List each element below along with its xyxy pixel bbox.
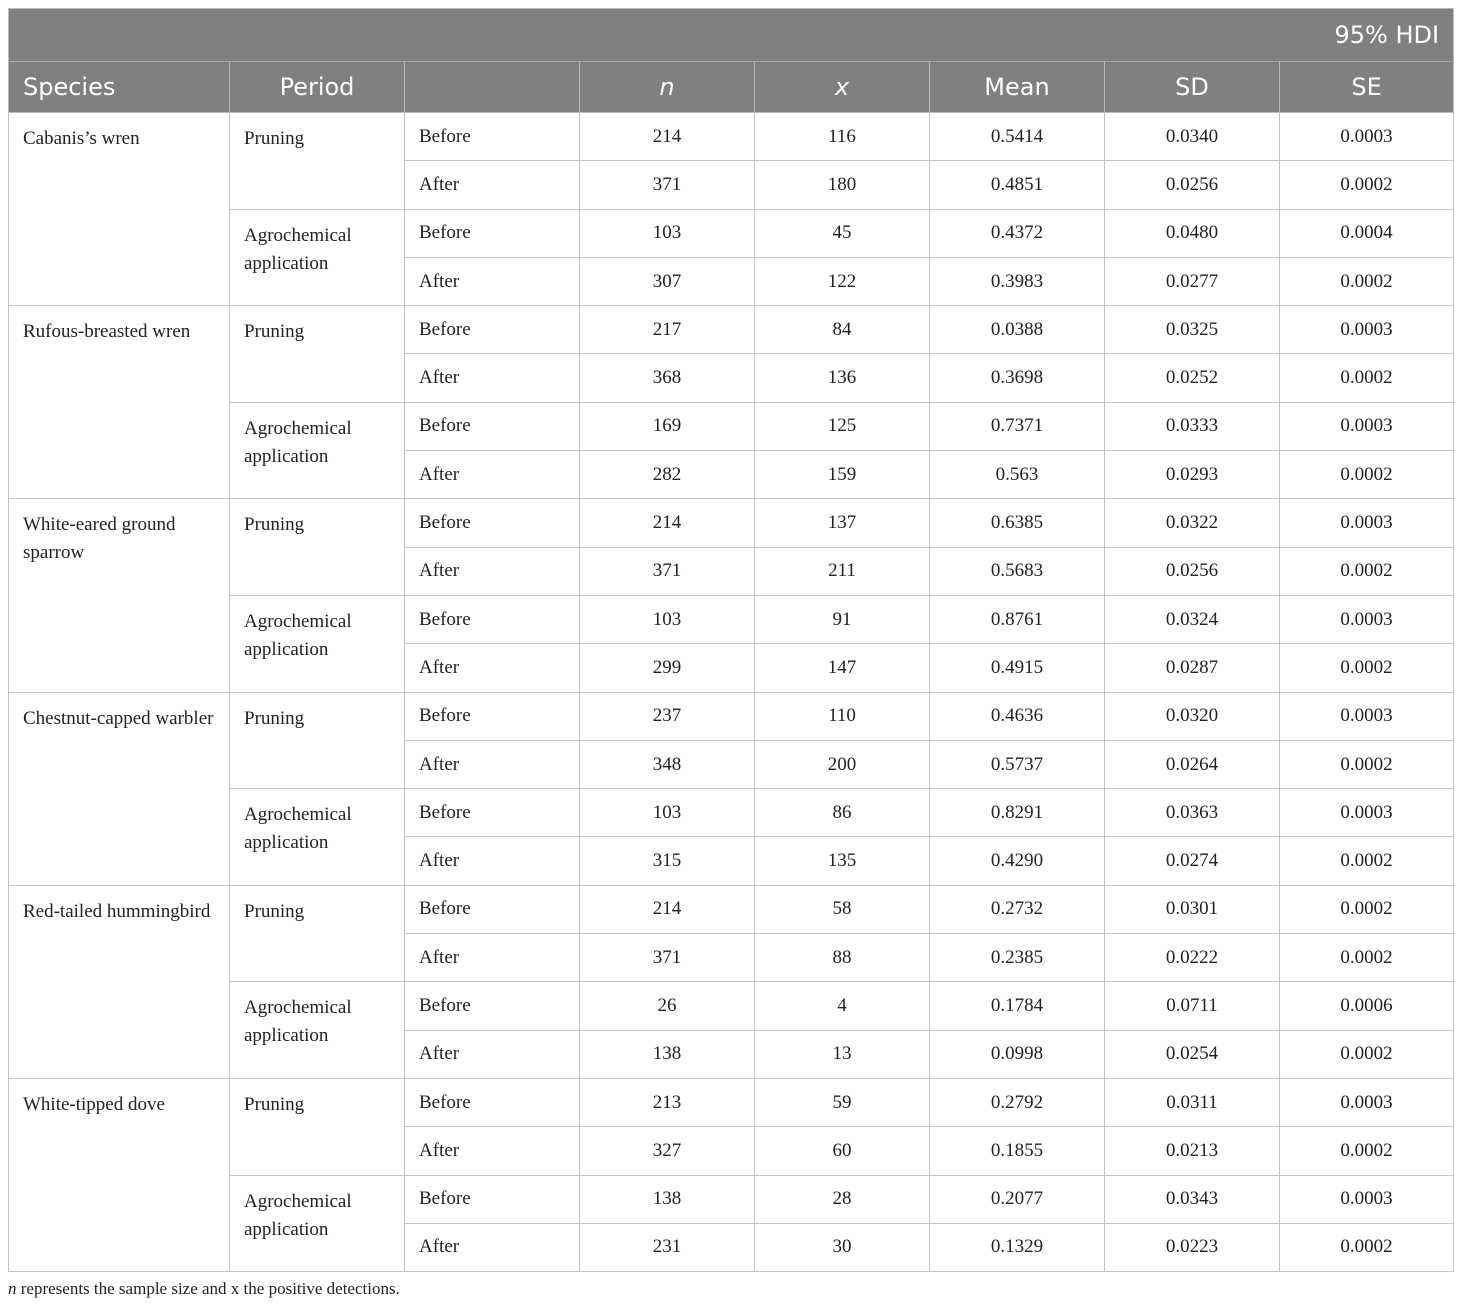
n-cell: 138 bbox=[580, 1030, 755, 1078]
sd-cell: 0.0213 bbox=[1105, 1127, 1280, 1175]
timing-cell: After bbox=[405, 354, 580, 402]
x-cell: 147 bbox=[755, 644, 930, 692]
x-cell: 28 bbox=[755, 1175, 930, 1223]
n-cell: 214 bbox=[580, 499, 755, 547]
se-cell: 0.0002 bbox=[1280, 451, 1454, 499]
timing-cell: After bbox=[405, 1030, 580, 1078]
n-cell: 213 bbox=[580, 1078, 755, 1126]
n-cell: 138 bbox=[580, 1175, 755, 1223]
timing-cell: Before bbox=[405, 499, 580, 547]
timing-cell: After bbox=[405, 934, 580, 982]
mean-cell: 0.3983 bbox=[930, 257, 1105, 305]
timing-cell: After bbox=[405, 1223, 580, 1271]
n-cell: 231 bbox=[580, 1223, 755, 1271]
se-cell: 0.0002 bbox=[1280, 354, 1454, 402]
sd-cell: 0.0256 bbox=[1105, 547, 1280, 595]
timing-cell: Before bbox=[405, 789, 580, 837]
sd-cell: 0.0363 bbox=[1105, 789, 1280, 837]
mean-cell: 0.4851 bbox=[930, 161, 1105, 209]
se-cell: 0.0003 bbox=[1280, 1078, 1454, 1126]
se-cell: 0.0002 bbox=[1280, 934, 1454, 982]
n-cell: 217 bbox=[580, 306, 755, 354]
timing-cell: Before bbox=[405, 402, 580, 450]
species-cell: Chestnut-capped warbler bbox=[9, 692, 230, 885]
table-row bbox=[9, 113, 1454, 161]
n-cell: 348 bbox=[580, 740, 755, 788]
sd-cell: 0.0287 bbox=[1105, 644, 1280, 692]
column-header-row bbox=[9, 62, 1454, 113]
x-cell: 4 bbox=[755, 982, 930, 1030]
x-cell: 91 bbox=[755, 595, 930, 643]
mean-cell: 0.0388 bbox=[930, 306, 1105, 354]
period-cell: Pruning bbox=[230, 306, 405, 403]
timing-cell: After bbox=[405, 740, 580, 788]
col-sd: SD bbox=[1105, 62, 1280, 113]
timing-cell: Before bbox=[405, 1078, 580, 1126]
footnote bbox=[8, 1279, 400, 1299]
n-cell: 26 bbox=[580, 982, 755, 1030]
se-cell: 0.0002 bbox=[1280, 1223, 1454, 1271]
se-cell: 0.0002 bbox=[1280, 740, 1454, 788]
mean-cell: 0.4372 bbox=[930, 209, 1105, 257]
results-table-container bbox=[8, 8, 1453, 1272]
mean-cell: 0.0998 bbox=[930, 1030, 1105, 1078]
species-cell: Cabanis’s wren bbox=[9, 113, 230, 306]
mean-cell: 0.8761 bbox=[930, 595, 1105, 643]
x-cell: 84 bbox=[755, 306, 930, 354]
x-cell: 45 bbox=[755, 209, 930, 257]
x-cell: 30 bbox=[755, 1223, 930, 1271]
mean-cell: 0.5683 bbox=[930, 547, 1105, 595]
n-cell: 103 bbox=[580, 209, 755, 257]
x-cell: 180 bbox=[755, 161, 930, 209]
se-cell: 0.0002 bbox=[1280, 1030, 1454, 1078]
timing-cell: Before bbox=[405, 209, 580, 257]
sd-cell: 0.0325 bbox=[1105, 306, 1280, 354]
mean-cell: 0.2792 bbox=[930, 1078, 1105, 1126]
n-cell: 371 bbox=[580, 934, 755, 982]
col-x: x bbox=[755, 62, 930, 113]
mean-cell: 0.3698 bbox=[930, 354, 1105, 402]
n-cell: 327 bbox=[580, 1127, 755, 1175]
sd-cell: 0.0223 bbox=[1105, 1223, 1280, 1271]
period-cell: Pruning bbox=[230, 1078, 405, 1175]
se-cell: 0.0003 bbox=[1280, 595, 1454, 643]
mean-cell: 0.4636 bbox=[930, 692, 1105, 740]
footnote-n-symbol: n bbox=[8, 1279, 17, 1298]
hdi-header-row bbox=[9, 9, 1454, 62]
x-cell: 125 bbox=[755, 402, 930, 450]
se-cell: 0.0002 bbox=[1280, 885, 1454, 933]
se-cell: 0.0002 bbox=[1280, 1127, 1454, 1175]
se-cell: 0.0004 bbox=[1280, 209, 1454, 257]
x-cell: 13 bbox=[755, 1030, 930, 1078]
period-cell: Agrochemical application bbox=[230, 789, 405, 886]
sd-cell: 0.0711 bbox=[1105, 982, 1280, 1030]
sd-cell: 0.0293 bbox=[1105, 451, 1280, 499]
x-cell: 60 bbox=[755, 1127, 930, 1175]
se-cell: 0.0002 bbox=[1280, 161, 1454, 209]
x-cell: 110 bbox=[755, 692, 930, 740]
mean-cell: 0.1855 bbox=[930, 1127, 1105, 1175]
sd-cell: 0.0252 bbox=[1105, 354, 1280, 402]
x-cell: 137 bbox=[755, 499, 930, 547]
timing-cell: Before bbox=[405, 982, 580, 1030]
timing-cell: Before bbox=[405, 306, 580, 354]
period-cell: Agrochemical application bbox=[230, 982, 405, 1079]
se-cell: 0.0002 bbox=[1280, 644, 1454, 692]
period-cell: Pruning bbox=[230, 692, 405, 789]
col-n: n bbox=[580, 62, 755, 113]
sd-cell: 0.0222 bbox=[1105, 934, 1280, 982]
x-cell: 88 bbox=[755, 934, 930, 982]
mean-cell: 0.5737 bbox=[930, 740, 1105, 788]
sd-cell: 0.0311 bbox=[1105, 1078, 1280, 1126]
timing-cell: After bbox=[405, 161, 580, 209]
sd-cell: 0.0324 bbox=[1105, 595, 1280, 643]
se-cell: 0.0002 bbox=[1280, 547, 1454, 595]
sd-cell: 0.0301 bbox=[1105, 885, 1280, 933]
species-cell: White-eared ground sparrow bbox=[9, 499, 230, 692]
n-cell: 103 bbox=[580, 789, 755, 837]
species-cell: White-tipped dove bbox=[9, 1078, 230, 1271]
table-body bbox=[9, 113, 1454, 1272]
n-cell: 368 bbox=[580, 354, 755, 402]
timing-cell: After bbox=[405, 451, 580, 499]
timing-cell: After bbox=[405, 644, 580, 692]
mean-cell: 0.2385 bbox=[930, 934, 1105, 982]
mean-cell: 0.7371 bbox=[930, 402, 1105, 450]
sd-cell: 0.0264 bbox=[1105, 740, 1280, 788]
se-cell: 0.0003 bbox=[1280, 1175, 1454, 1223]
timing-cell: Before bbox=[405, 692, 580, 740]
x-cell: 59 bbox=[755, 1078, 930, 1126]
mean-cell: 0.2077 bbox=[930, 1175, 1105, 1223]
n-cell: 103 bbox=[580, 595, 755, 643]
sd-cell: 0.0254 bbox=[1105, 1030, 1280, 1078]
se-cell: 0.0003 bbox=[1280, 113, 1454, 161]
mean-cell: 0.1329 bbox=[930, 1223, 1105, 1271]
table-row bbox=[9, 306, 1454, 354]
x-cell: 135 bbox=[755, 837, 930, 885]
species-cell: Red-tailed hummingbird bbox=[9, 885, 230, 1078]
mean-cell: 0.8291 bbox=[930, 789, 1105, 837]
table-row bbox=[9, 885, 1454, 933]
se-cell: 0.0003 bbox=[1280, 306, 1454, 354]
sd-cell: 0.0274 bbox=[1105, 837, 1280, 885]
se-cell: 0.0003 bbox=[1280, 692, 1454, 740]
species-cell: Rufous-breasted wren bbox=[9, 306, 230, 499]
table-row bbox=[9, 692, 1454, 740]
period-cell: Pruning bbox=[230, 885, 405, 982]
hdi-label: 95% HDI bbox=[9, 9, 1454, 62]
x-cell: 86 bbox=[755, 789, 930, 837]
mean-cell: 0.2732 bbox=[930, 885, 1105, 933]
mean-cell: 0.4915 bbox=[930, 644, 1105, 692]
x-cell: 58 bbox=[755, 885, 930, 933]
x-cell: 200 bbox=[755, 740, 930, 788]
n-cell: 169 bbox=[580, 402, 755, 450]
sd-cell: 0.0256 bbox=[1105, 161, 1280, 209]
se-cell: 0.0003 bbox=[1280, 402, 1454, 450]
timing-cell: After bbox=[405, 547, 580, 595]
mean-cell: 0.1784 bbox=[930, 982, 1105, 1030]
se-cell: 0.0006 bbox=[1280, 982, 1454, 1030]
period-cell: Agrochemical application bbox=[230, 595, 405, 692]
sd-cell: 0.0340 bbox=[1105, 113, 1280, 161]
timing-cell: After bbox=[405, 257, 580, 305]
n-cell: 315 bbox=[580, 837, 755, 885]
n-cell: 307 bbox=[580, 257, 755, 305]
period-cell: Agrochemical application bbox=[230, 402, 405, 499]
sd-cell: 0.0343 bbox=[1105, 1175, 1280, 1223]
x-cell: 122 bbox=[755, 257, 930, 305]
se-cell: 0.0002 bbox=[1280, 257, 1454, 305]
n-cell: 214 bbox=[580, 885, 755, 933]
footnote-text: represents the sample size and x the positive detections. bbox=[16, 1279, 400, 1298]
mean-cell: 0.563 bbox=[930, 451, 1105, 499]
timing-cell: Before bbox=[405, 1175, 580, 1223]
col-species: Species bbox=[9, 62, 230, 113]
n-cell: 237 bbox=[580, 692, 755, 740]
x-cell: 136 bbox=[755, 354, 930, 402]
sd-cell: 0.0333 bbox=[1105, 402, 1280, 450]
x-cell: 211 bbox=[755, 547, 930, 595]
mean-cell: 0.6385 bbox=[930, 499, 1105, 547]
sd-cell: 0.0480 bbox=[1105, 209, 1280, 257]
period-cell: Pruning bbox=[230, 113, 405, 210]
sd-cell: 0.0320 bbox=[1105, 692, 1280, 740]
period-cell: Agrochemical application bbox=[230, 1175, 405, 1272]
timing-cell: Before bbox=[405, 595, 580, 643]
n-cell: 371 bbox=[580, 161, 755, 209]
col-timing bbox=[405, 62, 580, 113]
timing-cell: Before bbox=[405, 113, 580, 161]
col-mean: Mean bbox=[930, 62, 1105, 113]
n-cell: 299 bbox=[580, 644, 755, 692]
col-period: Period bbox=[230, 62, 405, 113]
se-cell: 0.0002 bbox=[1280, 837, 1454, 885]
mean-cell: 0.4290 bbox=[930, 837, 1105, 885]
x-cell: 116 bbox=[755, 113, 930, 161]
results-table bbox=[8, 8, 1454, 1272]
se-cell: 0.0003 bbox=[1280, 789, 1454, 837]
n-cell: 214 bbox=[580, 113, 755, 161]
sd-cell: 0.0322 bbox=[1105, 499, 1280, 547]
timing-cell: Before bbox=[405, 885, 580, 933]
col-se: SE bbox=[1280, 62, 1454, 113]
table-row bbox=[9, 499, 1454, 547]
n-cell: 282 bbox=[580, 451, 755, 499]
timing-cell: After bbox=[405, 1127, 580, 1175]
se-cell: 0.0003 bbox=[1280, 499, 1454, 547]
table-row bbox=[9, 1078, 1454, 1126]
n-cell: 371 bbox=[580, 547, 755, 595]
period-cell: Pruning bbox=[230, 499, 405, 596]
period-cell: Agrochemical application bbox=[230, 209, 405, 306]
mean-cell: 0.5414 bbox=[930, 113, 1105, 161]
sd-cell: 0.0277 bbox=[1105, 257, 1280, 305]
x-cell: 159 bbox=[755, 451, 930, 499]
timing-cell: After bbox=[405, 837, 580, 885]
